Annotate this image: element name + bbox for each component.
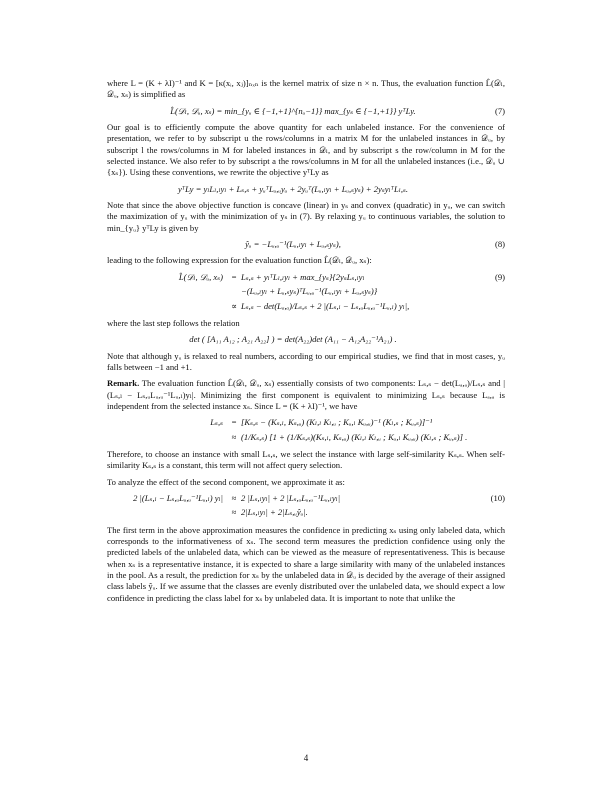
equation-9 — [107, 272, 505, 312]
equation-10-op-1: ≈ — [231, 492, 237, 503]
paragraph-remark — [107, 378, 505, 412]
paragraph-5: where the last step follows the relation — [107, 317, 240, 328]
equation-determinant-body: det ( [A₁₁ A₁₂ ; A₂₁ A₂₂] ) = det(A₂₂)det (A₁₁ − A₁₂A₂₂⁻¹A₂₁) . — [189, 334, 397, 345]
equation-L-lhs: Lₛ,ₛ — [210, 417, 223, 428]
equation-objective-body: yᵀLy = yₗLₗ,ₗyₗ + Lₛ,ₛ + yᵤᵀLᵤ,ᵤyᵤ + 2yᵤᵀ(Lᵤ,ₗyₗ + Lᵤ,ₛyₛ) + 2yₛyₗᵀLₗ,ₛ. — [177, 183, 409, 194]
paragraph-2: Our goal is to efficiently compute the above quantity for each unlabeled instance. For the convenience of presentation, we refer to by subscript u the rows/columns in a matrix M for the unlabeled instances in 𝒟ᵤ, by subscript l the rows/columns in M for labeled instances in 𝒟ₗ, and by subscript s the row/column in M for the selected instance. We also refer to by subscript a the rows/columns in M for all the unlabeled instances (i.e., 𝒟ᵤ ∪ {xₛ}). Using these conventions, we rewrite the objective yᵀLy as — [107, 122, 505, 178]
equation-7-number: (7) — [494, 105, 505, 116]
equation-7-body: L̂(𝒟ₗ, 𝒟ᵤ, xₛ) = min_{yᵤ ∈ {−1,+1}^{nᵤ−1}} max_{yₛ ∈ {−1,+1}} yᵀLy. — [170, 105, 416, 116]
equation-L-op-2: ≈ — [231, 431, 237, 442]
equation-8 — [107, 239, 505, 250]
equation-L-rhs-1: [Kₛ,ₛ − (Kₛ,ₗ, Kₛ,ᵤ) (Kₗ,ₗ Kₗ,ᵤ ; Kᵤ,ₗ Kᵤ,ᵤ)⁻¹ (Kₗ,ₛ ; Kᵤ,ₛ)]⁻¹ — [241, 417, 433, 428]
equation-10-number: (10) — [490, 492, 505, 503]
equation-9-op-1: = — [231, 271, 237, 282]
equation-7 — [107, 106, 505, 117]
equation-10-rhs-1: 2 |Lₛ,ₗyₗ| + 2 |Lₛ,ᵤLᵤ,ᵤ⁻¹Lᵤ,ₗyₗ| — [241, 492, 341, 503]
equation-9-rhs-1: Lₛ,ₛ + yₗᵀLₗ,ₗyₗ + max_{yₛ}{2yₛLₛ,ₗyₗ — [241, 271, 365, 282]
equation-9-rhs-3: Lₛ,ₛ − det(Lₐ,ₐ)/Lₛ,ₛ + 2 |(Lₛ,ₗ − Lₛ,ᵤLᵤ,ᵤ⁻¹Lᵤ,ₗ) yₗ|, — [241, 300, 410, 311]
paragraph-1: where L = (K + λI)⁻¹ and K = [κ(xᵢ, xⱼ)]ₙₓₙ is the kernel matrix of size n × n. Thus, the evaluation function L̂(𝒟ₗ, 𝒟ᵤ, xₛ) is simplified as — [107, 78, 505, 100]
equation-8-body: ŷᵤ = −Lᵤ,ᵤ⁻¹(Lᵤ,ₗyₗ + Lᵤ,ₛyₛ), — [245, 239, 341, 250]
paragraph-4: leading to the following expression for the evaluation function L̂(𝒟ₗ, 𝒟ᵤ, xₛ): — [107, 255, 372, 266]
page-number: 4 — [303, 753, 309, 763]
equation-objective — [107, 184, 505, 195]
equation-9-lhs: L̂(𝒟ₗ, 𝒟ᵤ, xₛ) — [178, 271, 223, 282]
remark-text: The evaluation function L̂(𝒟ₗ, 𝒟ᵤ, xₛ) essentially consists of two components: Lₛ,ₛ − det(Lₐ,ₐ)/Lₛ,ₛ and |(Lₛ,ₗ − Lₛ,ᵤLᵤ,ᵤ⁻¹Lᵤ,ₗ)yₗ|. Minimizing the first component is equivalent to minimizing Lₛ,ₛ because Lₐ,ₐ is independent from the selected instance xₛ. Since L = (K + λI)⁻¹, we have — [107, 378, 505, 411]
equation-9-number: (9) — [494, 271, 505, 282]
equation-10-op-2: ≈ — [231, 507, 237, 518]
equation-L-op-1: = — [231, 417, 237, 428]
equation-10 — [107, 493, 505, 519]
equation-9-op-3: ∝ — [231, 300, 237, 311]
paragraph-8: Therefore, to choose an instance with small Lₛ,ₛ, we select the instance with large self-similarity Kₛ,ₛ. When self-similarity Kₛ,ₛ is a constant, this term will not affect query selection. — [107, 448, 505, 471]
equation-determinant — [107, 334, 505, 345]
page-body — [107, 78, 505, 609]
equation-L-rhs-2: (1/Kₛ,ₛ) [1 + (1/Kₛ,ₛ)(Kₛ,ₗ, Kₛ,ᵤ) (Kₗ,ₗ Kₗ,ᵤ ; Kᵤ,ₗ Kᵤ,ᵤ) (Kₗ,ₛ ; Kᵤ,ₛ)] . — [241, 431, 468, 442]
equation-8-number: (8) — [494, 239, 505, 250]
equation-L-ss — [107, 417, 505, 443]
paragraph-3: Note that since the above objective function is concave (linear) in yₛ and convex (quadratic) in yᵤ, we can switch the maximization of yᵤ with the minimization of yₛ in (7). By relaxing yᵤ to continuous variables, the solution to min_{yᵤ} yᵀLy is given by — [107, 200, 505, 233]
remark-heading: Remark. — [107, 378, 140, 389]
equation-10-rhs-2: 2|Lₛ,ₗyₗ| + 2|Lₛ,ᵤŷᵤ|. — [241, 507, 308, 518]
paragraph-9: To analyze the effect of the second component, we approximate it as: — [107, 476, 345, 487]
equation-10-lhs: 2 |(Lₛ,ₗ − Lₛ,ᵤLᵤ,ᵤ⁻¹Lᵤ,ₗ) yₗ| — [133, 492, 223, 503]
paragraph-6: Note that although yᵤ is relaxed to real numbers, according to our empirical studies, we find that in most cases, yᵤ falls between −1 and +1. — [107, 350, 505, 372]
equation-9-rhs-2: −(Lᵤ,ₗyₗ + Lᵤ,ₛyₛ)ᵀLᵤ,ᵤ⁻¹(Lᵤ,ₗyₗ + Lᵤ,ₛyₛ)} — [241, 286, 378, 297]
paragraph-10: The first term in the above approximation measures the confidence in predicting xₛ using only labeled data, which corresponds to the informativeness of xₛ. The second term measures the prediction confidence using only the predicted labels of the unlabeled data, which can be viewed as the measure of representativeness. This is because when xₛ is a representative instance, it is expected to share a large similarity with many of the unlabeled instances in the pool. As a result, the prediction for xₛ by the unlabeled data in 𝒟ᵤ is decided by the average of their assigned class labels ŷᵤ. If we assume that the classes are evenly distributed over the unlabeled data, we should expect a low confidence in predicting the class label for xₛ by unlabeled data. It is important to note that unlike the — [107, 524, 505, 603]
